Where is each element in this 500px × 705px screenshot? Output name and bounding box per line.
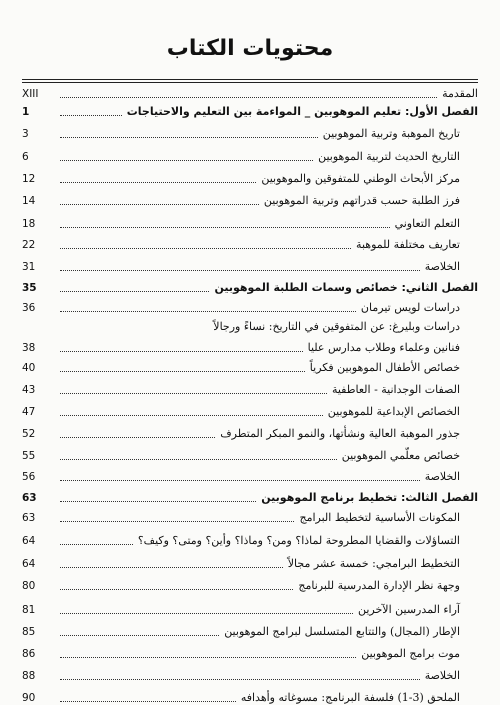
toc-page-number: 88 <box>22 670 36 682</box>
toc-chapter-row <box>22 277 478 295</box>
toc-page-number: 14 <box>22 195 36 207</box>
toc-entry-title: الخلاصة <box>424 260 460 273</box>
dot-leader <box>60 458 337 460</box>
dot-leader <box>60 500 256 502</box>
dot-leader <box>60 656 356 658</box>
toc-page-number: 38 <box>22 342 36 354</box>
toc-entry-title: تاريخ الموهبة وتربية الموهوبين <box>322 127 460 140</box>
dot-leader <box>60 269 420 271</box>
toc-chapter-row <box>22 101 478 119</box>
page-title: محتويات الكتاب <box>166 36 334 61</box>
dot-leader <box>60 543 133 545</box>
toc-page-number: 90 <box>22 692 36 704</box>
toc-row <box>22 599 478 617</box>
toc-entry-title: التساؤلات والقضايا المطروحة لماذا؟ ومن؟ وماذا؟ وأين؟ ومتى؟ وكيف؟ <box>137 534 460 547</box>
toc-entry-title: المكونات الأساسية لتخطيط البرامج <box>299 511 460 524</box>
toc-entry-title: دراسات لويس تيرمان <box>360 301 460 314</box>
toc-page-number: 81 <box>22 604 36 616</box>
dot-leader <box>60 247 351 249</box>
dot-leader <box>60 350 303 352</box>
toc-entry-title: آراء المدرسين الآخرين <box>358 603 460 616</box>
toc-entry-title: الصفات الوجدانية - العاطفية <box>331 383 460 396</box>
toc-row <box>22 190 478 208</box>
toc-entry-title: جذور الموهبة العالية ونشأتها، والنمو المبكر المتطرف <box>220 427 460 440</box>
toc-entry-title: الخصائص الإبداعية للموهوبين <box>327 405 460 418</box>
toc-entry-title: تعاريف مختلفة للموهبة <box>356 238 460 251</box>
dot-leader <box>60 370 305 372</box>
dot-leader <box>60 159 313 161</box>
toc-row <box>22 146 478 164</box>
toc-page-number: 56 <box>22 471 36 483</box>
toc-page-number: 52 <box>22 428 36 440</box>
toc-row <box>22 687 478 705</box>
toc-entry-title: وجهة نظر الإدارة المدرسية للبرنامج <box>298 579 460 592</box>
toc-row <box>22 445 478 463</box>
toc-row <box>22 621 478 639</box>
dot-leader <box>60 330 208 331</box>
dot-leader <box>60 700 236 702</box>
toc-entry-title: التاريخ الحديث لتربية الموهوبين <box>318 150 460 163</box>
dot-leader <box>60 588 293 590</box>
toc-page-number: 18 <box>22 218 36 230</box>
toc-row <box>22 466 478 484</box>
toc-entry-title: الملحق (3-1) فلسفة البرنامج: مسوغاته وأهدافه <box>240 691 460 704</box>
toc-page-number: 43 <box>22 384 36 396</box>
toc-entry-title: الفصل الأول: تعليم الموهوبين _ المواءمة بين التعليم والاحتياجات <box>126 105 478 118</box>
toc-row <box>22 553 478 571</box>
dot-leader <box>60 678 420 680</box>
toc-page-number: 22 <box>22 239 36 251</box>
toc-row <box>22 168 478 186</box>
toc-row <box>22 575 478 593</box>
toc-row <box>22 665 478 683</box>
toc-page-number: 3 <box>22 128 29 140</box>
dot-leader <box>60 203 259 205</box>
dot-leader <box>60 136 318 138</box>
toc-row <box>22 401 478 419</box>
toc-row <box>22 213 478 231</box>
toc-entry-title: دراسات وبليرغ: عن المتفوقين في التاريخ: نساءً ورجالاً <box>213 320 460 333</box>
toc-row <box>22 530 478 548</box>
toc-row <box>22 234 478 252</box>
toc-row <box>22 423 478 441</box>
toc-entry-title: فنانين وعلماء وطلاب مدارس عليا <box>307 341 460 354</box>
toc-page-number: 47 <box>22 406 36 418</box>
dot-leader <box>60 226 390 228</box>
toc-page-number: 86 <box>22 648 36 660</box>
toc-row <box>22 357 478 375</box>
dot-leader <box>60 392 327 394</box>
toc-page-number: 1 <box>22 106 30 118</box>
dot-leader <box>60 612 353 614</box>
toc-page-number: 55 <box>22 450 36 462</box>
toc-chapter-row <box>22 487 478 505</box>
toc-entry-title: الخلاصة <box>424 470 460 483</box>
dot-leader <box>60 479 420 481</box>
toc-row <box>22 507 478 525</box>
toc-entry-title: الفصل الثاني: خصائص وسمات الطلبة الموهوبين <box>214 281 478 294</box>
toc-entry-title: موت برامج الموهوبين <box>361 647 460 660</box>
toc-entry-title: خصائص معلّمي الموهوبين <box>341 449 460 462</box>
toc-entry-title: الفصل الثالث: تخطيط برنامج الموهوبين <box>261 491 478 504</box>
toc-entry-title: خصائص الأطفال الموهوبين فكرياً <box>309 361 460 374</box>
toc-page-number: XIII <box>22 88 39 100</box>
toc-page-number: 64 <box>22 535 36 547</box>
toc-page-number: 63 <box>22 512 36 524</box>
dot-leader <box>60 181 256 183</box>
toc-page-number: 64 <box>22 558 36 570</box>
toc-row <box>22 337 478 355</box>
toc-entry-title: فرز الطلبة حسب قدراتهم وتربية الموهوبين <box>263 194 460 207</box>
dot-leader <box>60 520 294 522</box>
toc-row <box>22 379 478 397</box>
toc-entry-title: الخلاصة <box>424 669 460 682</box>
toc-row <box>22 316 478 334</box>
toc-page-number: 6 <box>22 151 29 163</box>
toc-page-number: 63 <box>22 492 37 504</box>
toc-page-number: 12 <box>22 173 36 185</box>
dot-leader <box>60 290 209 292</box>
toc-entry-title: مركز الأبحاث الوطني للمتفوقين والموهوبين <box>261 172 460 185</box>
dot-leader <box>60 96 437 98</box>
top-rule <box>22 79 478 80</box>
toc-row <box>22 297 478 315</box>
toc-page-number: 80 <box>22 580 36 592</box>
dot-leader <box>60 566 283 568</box>
toc-row <box>22 123 478 141</box>
toc-page-number: 85 <box>22 626 36 638</box>
dot-leader <box>60 634 219 636</box>
toc-page-number: 40 <box>22 362 36 374</box>
dot-leader <box>60 310 356 312</box>
dot-leader <box>60 414 323 416</box>
toc-entry-title: الإطار (المجال) والتتابع المتسلسل لبرامج الموهوبين <box>224 625 460 638</box>
dot-leader <box>60 114 122 116</box>
toc-page-number: 36 <box>22 302 36 314</box>
dot-leader <box>60 436 215 438</box>
toc-entry-title: التعلم التعاوني <box>394 217 460 230</box>
toc-row <box>22 256 478 274</box>
toc-entry-title: المقدمة <box>442 87 478 100</box>
toc-row <box>22 83 478 101</box>
toc-entry-title: التخطيط البرامجي: خمسة عشر مجالاً <box>287 557 460 570</box>
toc-page-number: 31 <box>22 261 36 273</box>
toc-page-number: 35 <box>22 282 37 294</box>
toc-row <box>22 643 478 661</box>
